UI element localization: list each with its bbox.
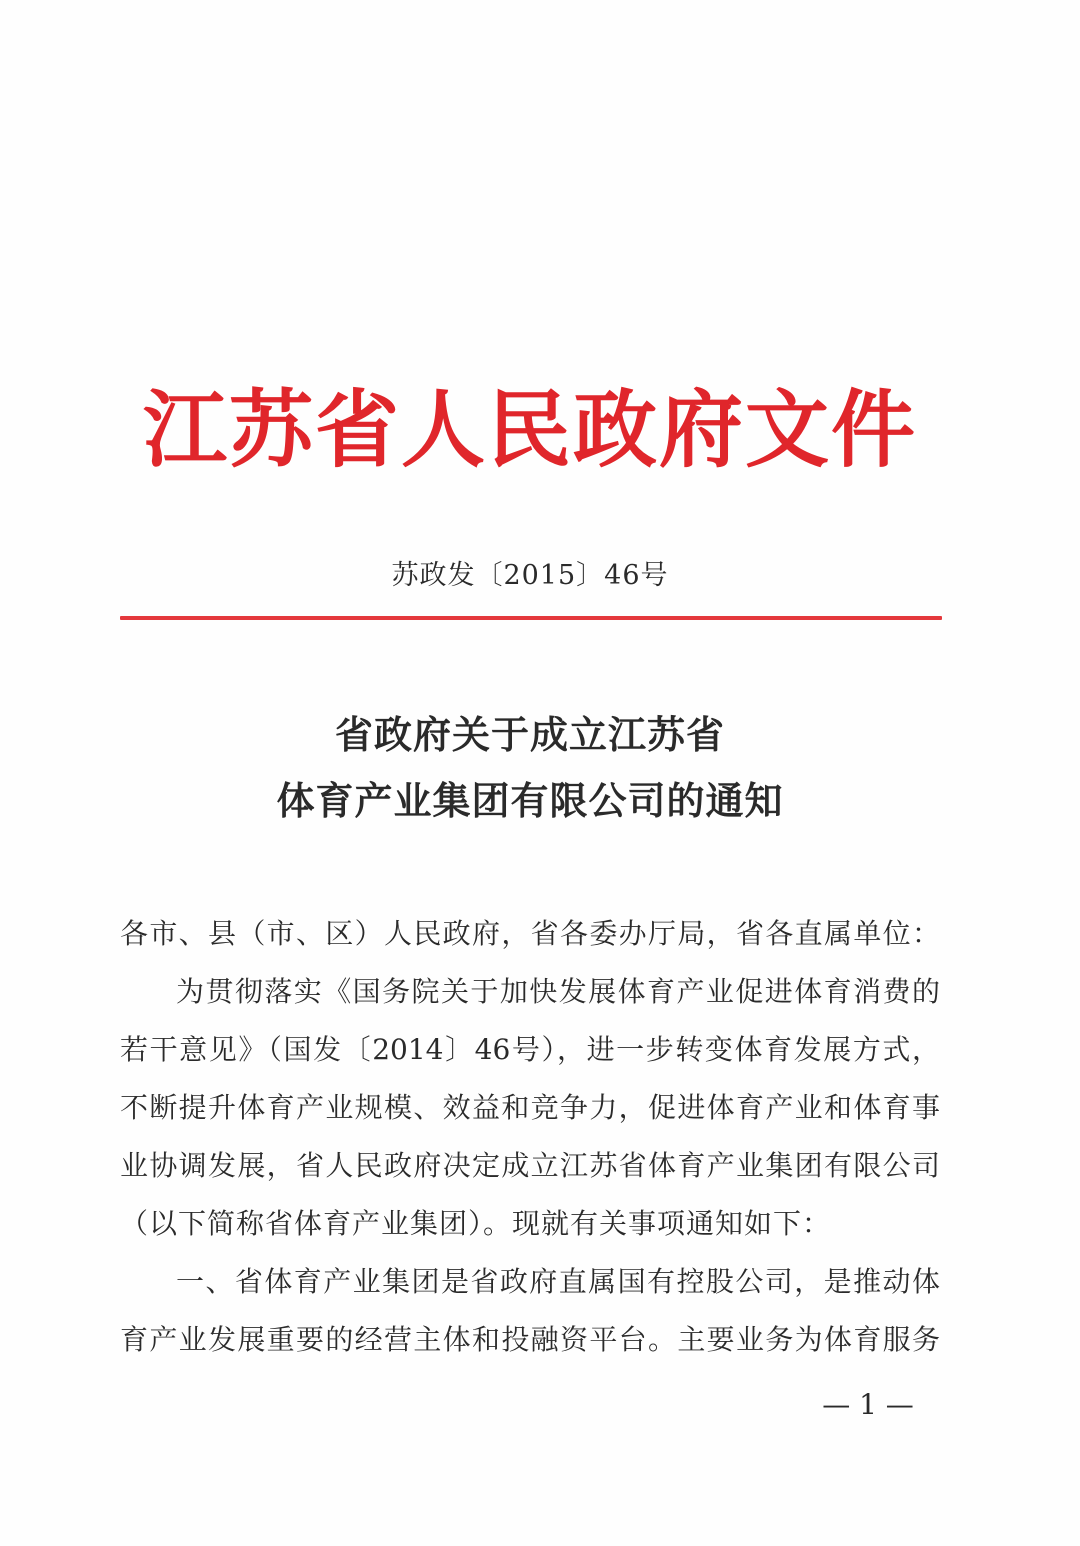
document-title-line-2: 体育产业集团有限公司的通知: [276, 778, 784, 823]
paragraph-1-line-1: 为贯彻落实《国务院关于加快发展体育产业促进体育消费的: [176, 975, 940, 1008]
page-number: — 1 —: [822, 1388, 914, 1421]
paragraph-1-line-2: 若干意见》（国发〔2014〕46号），进一步转变体育发展方式，: [120, 1033, 940, 1066]
salutation: 各市、县（市、区）人民政府，省各委办厅局，省各直属单位：: [120, 917, 940, 950]
paragraph-1-line-3: 不断提升体育产业规模、效益和竞争力，促进体育产业和体育事: [120, 1091, 940, 1124]
document-title-line-1: 省政府关于成立江苏省: [334, 712, 725, 757]
document-masthead: 江苏省人民政府文件: [142, 380, 917, 479]
paragraph-2-line-1: 一、省体育产业集团是省政府直属国有控股公司，是推动体: [176, 1265, 940, 1298]
paragraph-1-line-5: （以下简称省体育产业集团）。现就有关事项通知如下：: [120, 1207, 832, 1240]
red-divider-line: [120, 616, 942, 620]
paragraph-1-line-4: 业协调发展，省人民政府决定成立江苏省体育产业集团有限公司: [120, 1149, 940, 1182]
document-number: 苏政发〔2015〕46号: [391, 560, 669, 591]
paragraph-2-line-2: 育产业发展重要的经营主体和投融资平台。主要业务为体育服务: [120, 1323, 940, 1356]
